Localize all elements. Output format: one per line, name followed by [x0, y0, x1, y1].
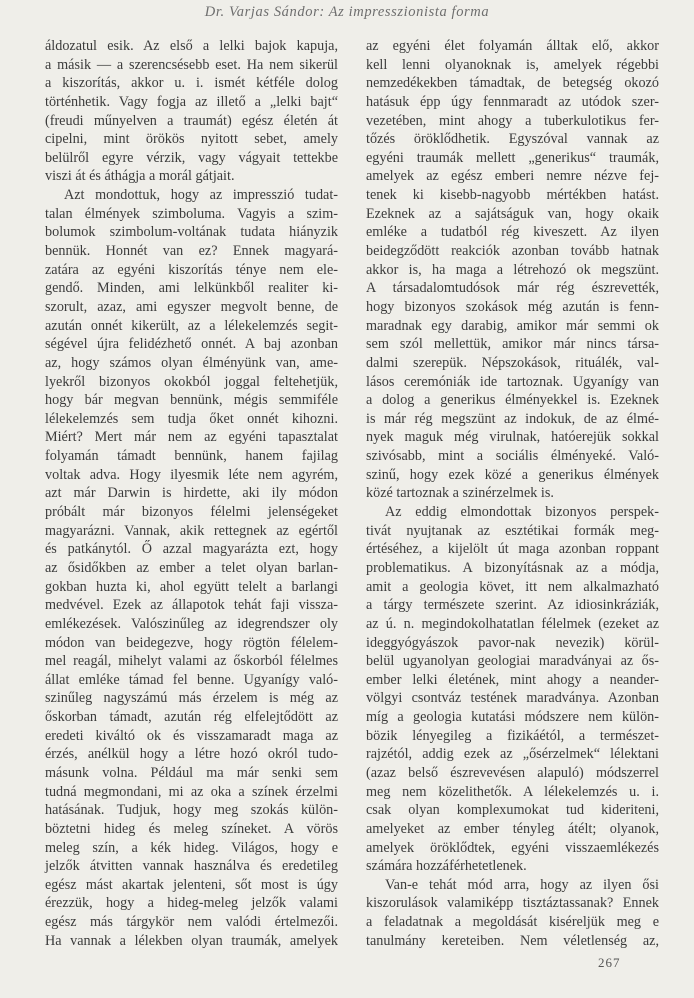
text-line: mel reagál, mihelyt valami az őskorból félelmes [45, 653, 338, 670]
text-line: eredeti kiváltó ok és visszamaradt maga az [45, 727, 338, 744]
text-line: meg nem közelithetők. A lélekelemzés u. i. [366, 783, 659, 800]
text-line: emléke a tudatból rég kiveszett. Az ilyen [366, 224, 659, 241]
text-column-left [45, 37, 338, 950]
text-line: másunk volna. Például ma már senki sem [45, 764, 338, 781]
text-line: érzés, anélkül hogy a létre hozó okról tudo- [45, 746, 338, 763]
page-number: 267 [598, 955, 621, 970]
text-line: ember lelki életének, mint ahogy a neander- [366, 671, 659, 688]
text-line: csak olyan komplexumokat tud kideriteni, [366, 802, 659, 819]
text-line: a másik — a szerencsésebb eset. Ha nem sikerül [45, 56, 338, 73]
text-line: medvével. Ezek az állapotok tehát faji vissza- [45, 597, 338, 614]
text-line: (freudi műnyelven a traumát) egész életén át [45, 112, 338, 129]
text-line: hogy bár megvan bennünk, mégis semmiféle [45, 392, 338, 409]
text-column-right [366, 37, 659, 950]
text-line: amelyek öröklődtek, egyéni visszaemlékezés [366, 839, 659, 856]
text-line: kell lenni olyanoknak is, amelyek régebbi [366, 56, 659, 73]
text-line: nyek maguk még virulnak, hatóerejük sokkal [366, 429, 659, 446]
text-line: tőzés öröklődhetik. Egyszóval vannak az [366, 131, 659, 148]
text-line: gokban huzta ki, ahol együtt telelt a barlangi [45, 578, 338, 595]
text-line: szivósabb, mint a sociális élményeké. Való- [366, 448, 659, 465]
text-line: emlékezések. Valószinűleg az idegrendszer oly [45, 615, 338, 632]
text-line: problematikus. A bizonyításnak az a módja, [366, 559, 659, 576]
text-line: Van-e tehát mód arra, hogy az ilyen ősi [385, 876, 659, 893]
text-line: Az eddig elmondottak bizonyos perspek- [385, 504, 659, 521]
text-line: a kiszorítás, akkor u. i. ismét kétféle dolog [45, 75, 338, 92]
text-line: érezzük, hogy a hideg-meleg jelzők valami [45, 895, 338, 912]
text-line: a tárgy természete szerint. Az idiosinkráziák, [366, 597, 659, 614]
text-line: voltak adva. Hogy ilyesmik léte nem agyrém, [45, 466, 338, 483]
text-line: belülről egyre vérzik, vagy vágyait tettekbe [45, 149, 338, 166]
text-line: hatásuk épp úgy fennmaradt az utódok szer- [366, 93, 659, 110]
text-line: Miért? Mert már nem az egyéni tapasztalat [45, 429, 338, 446]
text-line: az egyéni élet folyamán álltak elő, akkor [366, 38, 659, 54]
text-line: lásos ceremóniák ide tartoznak. Ugyanígy van [366, 373, 659, 390]
text-line: vezetében, mint ahogy a tuberkulotikus fer- [366, 112, 659, 129]
text-line: azt már Darwin is hirdette, aki ily módon [45, 485, 338, 502]
text-line: módon van beidegezve, hogy rögtön félelem- [45, 634, 338, 651]
text-line: lélekelemzés sem tudja őket onnét kihozni. [45, 410, 338, 427]
text-line: Ha vannak a lélekben olyan traumák, amelyek [45, 932, 338, 949]
text-line: talan élmények szimboluma. Vagyis a szim- [45, 205, 338, 222]
text-line: nemzedékekben támadtak, de betegség okozó [366, 75, 659, 92]
text-line: számára hozzáférhetetlenek. [366, 858, 527, 875]
text-line: Azt mondottuk, hogy az impresszió tudat- [64, 187, 338, 204]
text-line: akkor is, ha maga a létrehozó ok megszünt. [366, 261, 659, 278]
text-line: bözik lényegileg a fizikáétól, a természet- [366, 727, 659, 744]
text-line: az, hogy számos olyan élményünk van, ame- [45, 354, 338, 371]
text-line: folyamán támadt bennünk, hanem fajilag [45, 448, 338, 465]
text-line: kiszorulások valamiképp tisztáztassanak? Ennek [366, 895, 659, 912]
text-line: maradnak egy darabig, amikor már semmi ok [366, 317, 659, 334]
text-line: egyéni traumák mellett „generikus“ traumák, [366, 149, 659, 166]
text-line: egész mást akartak jelenteni, sőt most is úgy [45, 876, 338, 893]
text-line: szinűleg nagyszámú más érzelem is még az [45, 690, 338, 707]
text-line: közé tartoznak a szinérzelmek is. [366, 485, 554, 502]
text-line: rajzétól, addig ezek az „ősérzelmek“ lélektani [366, 746, 659, 763]
text-line: viszi át és áthágja a morál gátjait. [45, 168, 235, 185]
text-line: (azaz belső észrevevésen alapuló) módszerrel [366, 764, 659, 781]
text-line: amelyeket az ember tényleg átélt; olyanok, [366, 820, 659, 837]
text-line: cipelni, mint örökös nyitott sebet, amely [45, 131, 338, 148]
text-line: jelzők átvitten vannak használva és eredetileg [45, 858, 338, 875]
text-line: őskorban támadt, azután rég elfelejtődött az [45, 709, 338, 726]
text-line: sem szól mellettük, amikor már nincs társa- [366, 336, 659, 353]
text-line: hogy bizonyos szokások még azután is fenn- [366, 298, 659, 315]
text-line: tudná megmondani, mi az oka a színek érzelmi [45, 783, 338, 800]
text-line: völgyi csontváz testének maradványa. Azonban [366, 690, 659, 707]
text-line: bennük. Honnét van ez? Ennek magyará- [45, 243, 338, 260]
text-line: lyekről bizonyos okokból joggal feltehetjük, [45, 373, 338, 390]
text-line: az ősidőkben az ember a telet olyan barlan- [45, 559, 338, 576]
text-line: szinű, hogy ezek közé a generikus élmények [366, 466, 659, 483]
text-line: bolumok szimbolum-voltának tudata hiányzik [45, 224, 338, 241]
text-line: amit a geologia követ, itt nem alkalmazható [366, 578, 659, 595]
text-line: történhetik. Vagy fogja az illető a „lelki bajt“ [45, 93, 338, 110]
text-line: gendő. Minden, ami lelkünkből realiter ki- [45, 280, 338, 297]
text-line: belül ugyanolyan geologiai maradványai az ős- [366, 653, 659, 670]
text-line: tivát nyujtanak az esztétikai formák meg- [366, 522, 659, 539]
text-line: magyarázni. Vannak, akik rettegnek az egértől [45, 522, 338, 539]
text-line: értéséhez, a kijelölt út maga azonban roppant [366, 541, 659, 558]
text-line: ségével újra felidézhető onnét. A baj azonban [45, 336, 338, 353]
text-line: beidegződött reakciók azonban tovább hatnak [366, 243, 659, 260]
text-line: és patkánytól. Ő azzal magyarázta ezt, hogy [45, 541, 338, 558]
text-line: egész más tárgykör nem valódi értelmezői. [45, 914, 338, 931]
text-line: ideggyógyászok pavor-nak nevezik) körül- [366, 634, 659, 651]
text-line: az ú. n. megindokolhatatlan félelmek (ezeket az [366, 615, 659, 632]
text-line: míg a geologia kutatási módszere nem külön- [366, 709, 659, 726]
text-line: áldozatul esik. Az első a lelki bajok kapuja, [45, 38, 338, 54]
text-line: állat emléke támad fel benne. Ugyanígy való- [45, 671, 338, 688]
text-line: a dolog a generikus élményekkel is. Ezeknek [366, 392, 659, 409]
text-line: szorult, azaz, ami egyszer megvolt benne, de [45, 298, 338, 315]
text-line: A társadalomtudósok már rég észrevették, [366, 280, 659, 297]
text-line: amelyek az egész emberi nemre nézve fej- [366, 168, 659, 185]
text-line: azután onnét kikerült, az a lélekelemzés segit- [45, 317, 338, 334]
text-line: próbált már bizonyos félelmi jelenségeket [45, 504, 338, 521]
text-line: tenek ki kisebb-nagyobb mértékben hatást. [366, 187, 659, 204]
text-line: a feladatnak a megoldását kiséreljük meg e [366, 914, 659, 931]
text-line: is már rég megszünt az indokuk, de az élmé- [366, 410, 659, 427]
text-line: dalmi szerepük. Népszokások, rituálék, val- [366, 354, 659, 371]
text-line: meleg szín, a kék hideg. Világos, hogy e [45, 839, 338, 856]
text-line: böztetni hideg és meleg színeket. A vörös [45, 820, 338, 837]
text-line: tanulmány kereteiben. Nem véletlenség az, [366, 932, 659, 949]
text-line: Ezeknek az a sajátságuk van, hogy okaik [366, 205, 659, 222]
text-line: hatásának. Tudjuk, hogy meg szokás külön- [45, 802, 338, 819]
running-header: Dr. Varjas Sándor: Az impresszionista forma [204, 4, 490, 20]
text-line: zatára az egyéni kiszorítás ténye nem ele- [45, 261, 338, 278]
